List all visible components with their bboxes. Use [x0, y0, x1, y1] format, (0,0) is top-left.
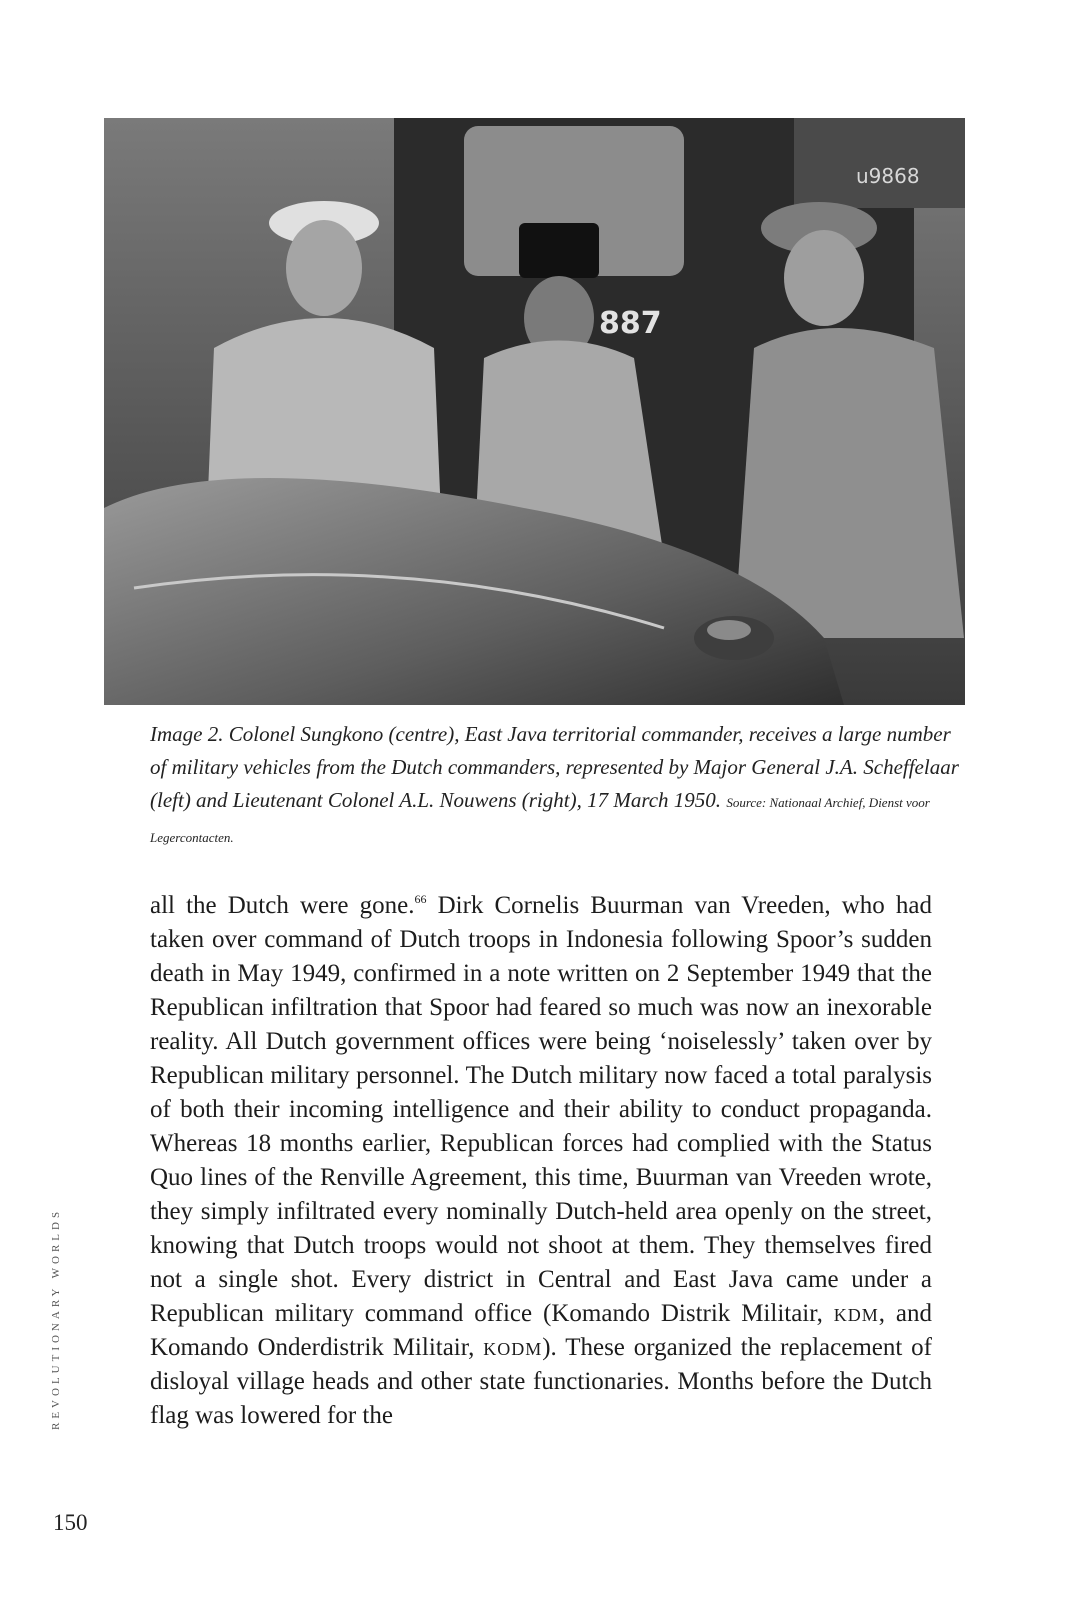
footnote-ref[interactable]: 66 — [414, 892, 427, 906]
vehicle-number-side: 887 — [599, 306, 662, 341]
body-text-part4: ). These organized the replacement of disloyal village heads and other state functionaries. Months before the Dutch flag was lowered for the — [150, 1334, 932, 1429]
abbr-kodm: kodm — [483, 1334, 543, 1361]
page-number: 150 — [53, 1510, 88, 1535]
figure-caption — [150, 718, 970, 854]
vehicle-number-top: u9868 — [856, 164, 920, 188]
body-text-part1: all the Dutch were gone. — [150, 892, 415, 919]
archival-photo — [104, 118, 965, 705]
body-text-part3: , and Komando Onderdistrik Militair, — [150, 1300, 932, 1361]
caption-source: Source: Nationaal Archief, Dienst voor Legercontacten. — [150, 795, 930, 845]
caption-text: Image 2. Colonel Sungkono (centre), East Java territorial commander, receives a large number of military vehicles from the Dutch commanders, represented by Major General J.A. Scheffelaar (left) and Lieutenant Colonel A.L. Nouwens (right), 17 March 1950. — [150, 722, 959, 812]
archival-photo-icon — [104, 118, 965, 705]
running-head: REVOLUTIONARY WORLDS — [50, 1207, 62, 1430]
abbr-kdm: kdm — [833, 1300, 879, 1327]
body-text-part2: Dirk Cornelis Buurman van Vreeden, who had taken over command of Dutch troops in Indonesia following Spoor’s sudden death in May 1949, confirmed in a note written on 2 September 1949 that the Republican infiltration that Spoor had feared so much was now an inexorable reality. All Dutch government offices were being ‘noiselessly’ taken over by Republican military personnel. The Dutch military now faced a total paralysis of both their incoming intelligence and their ability to conduct propaganda. Whereas 18 months earlier, Republican forces had complied with the Status Quo lines of the Renville Agreement, this time, Buurman van Vreeden wrote, they simply infiltrated every nominally Dutch-held area openly on the street, knowing that Dutch troops would not shoot at them. They themselves fired not a single shot. Every district in Central and East Java came under a Republican military command office (Komando Distrik Militair, — [150, 892, 932, 1327]
body-paragraph — [150, 889, 932, 1433]
